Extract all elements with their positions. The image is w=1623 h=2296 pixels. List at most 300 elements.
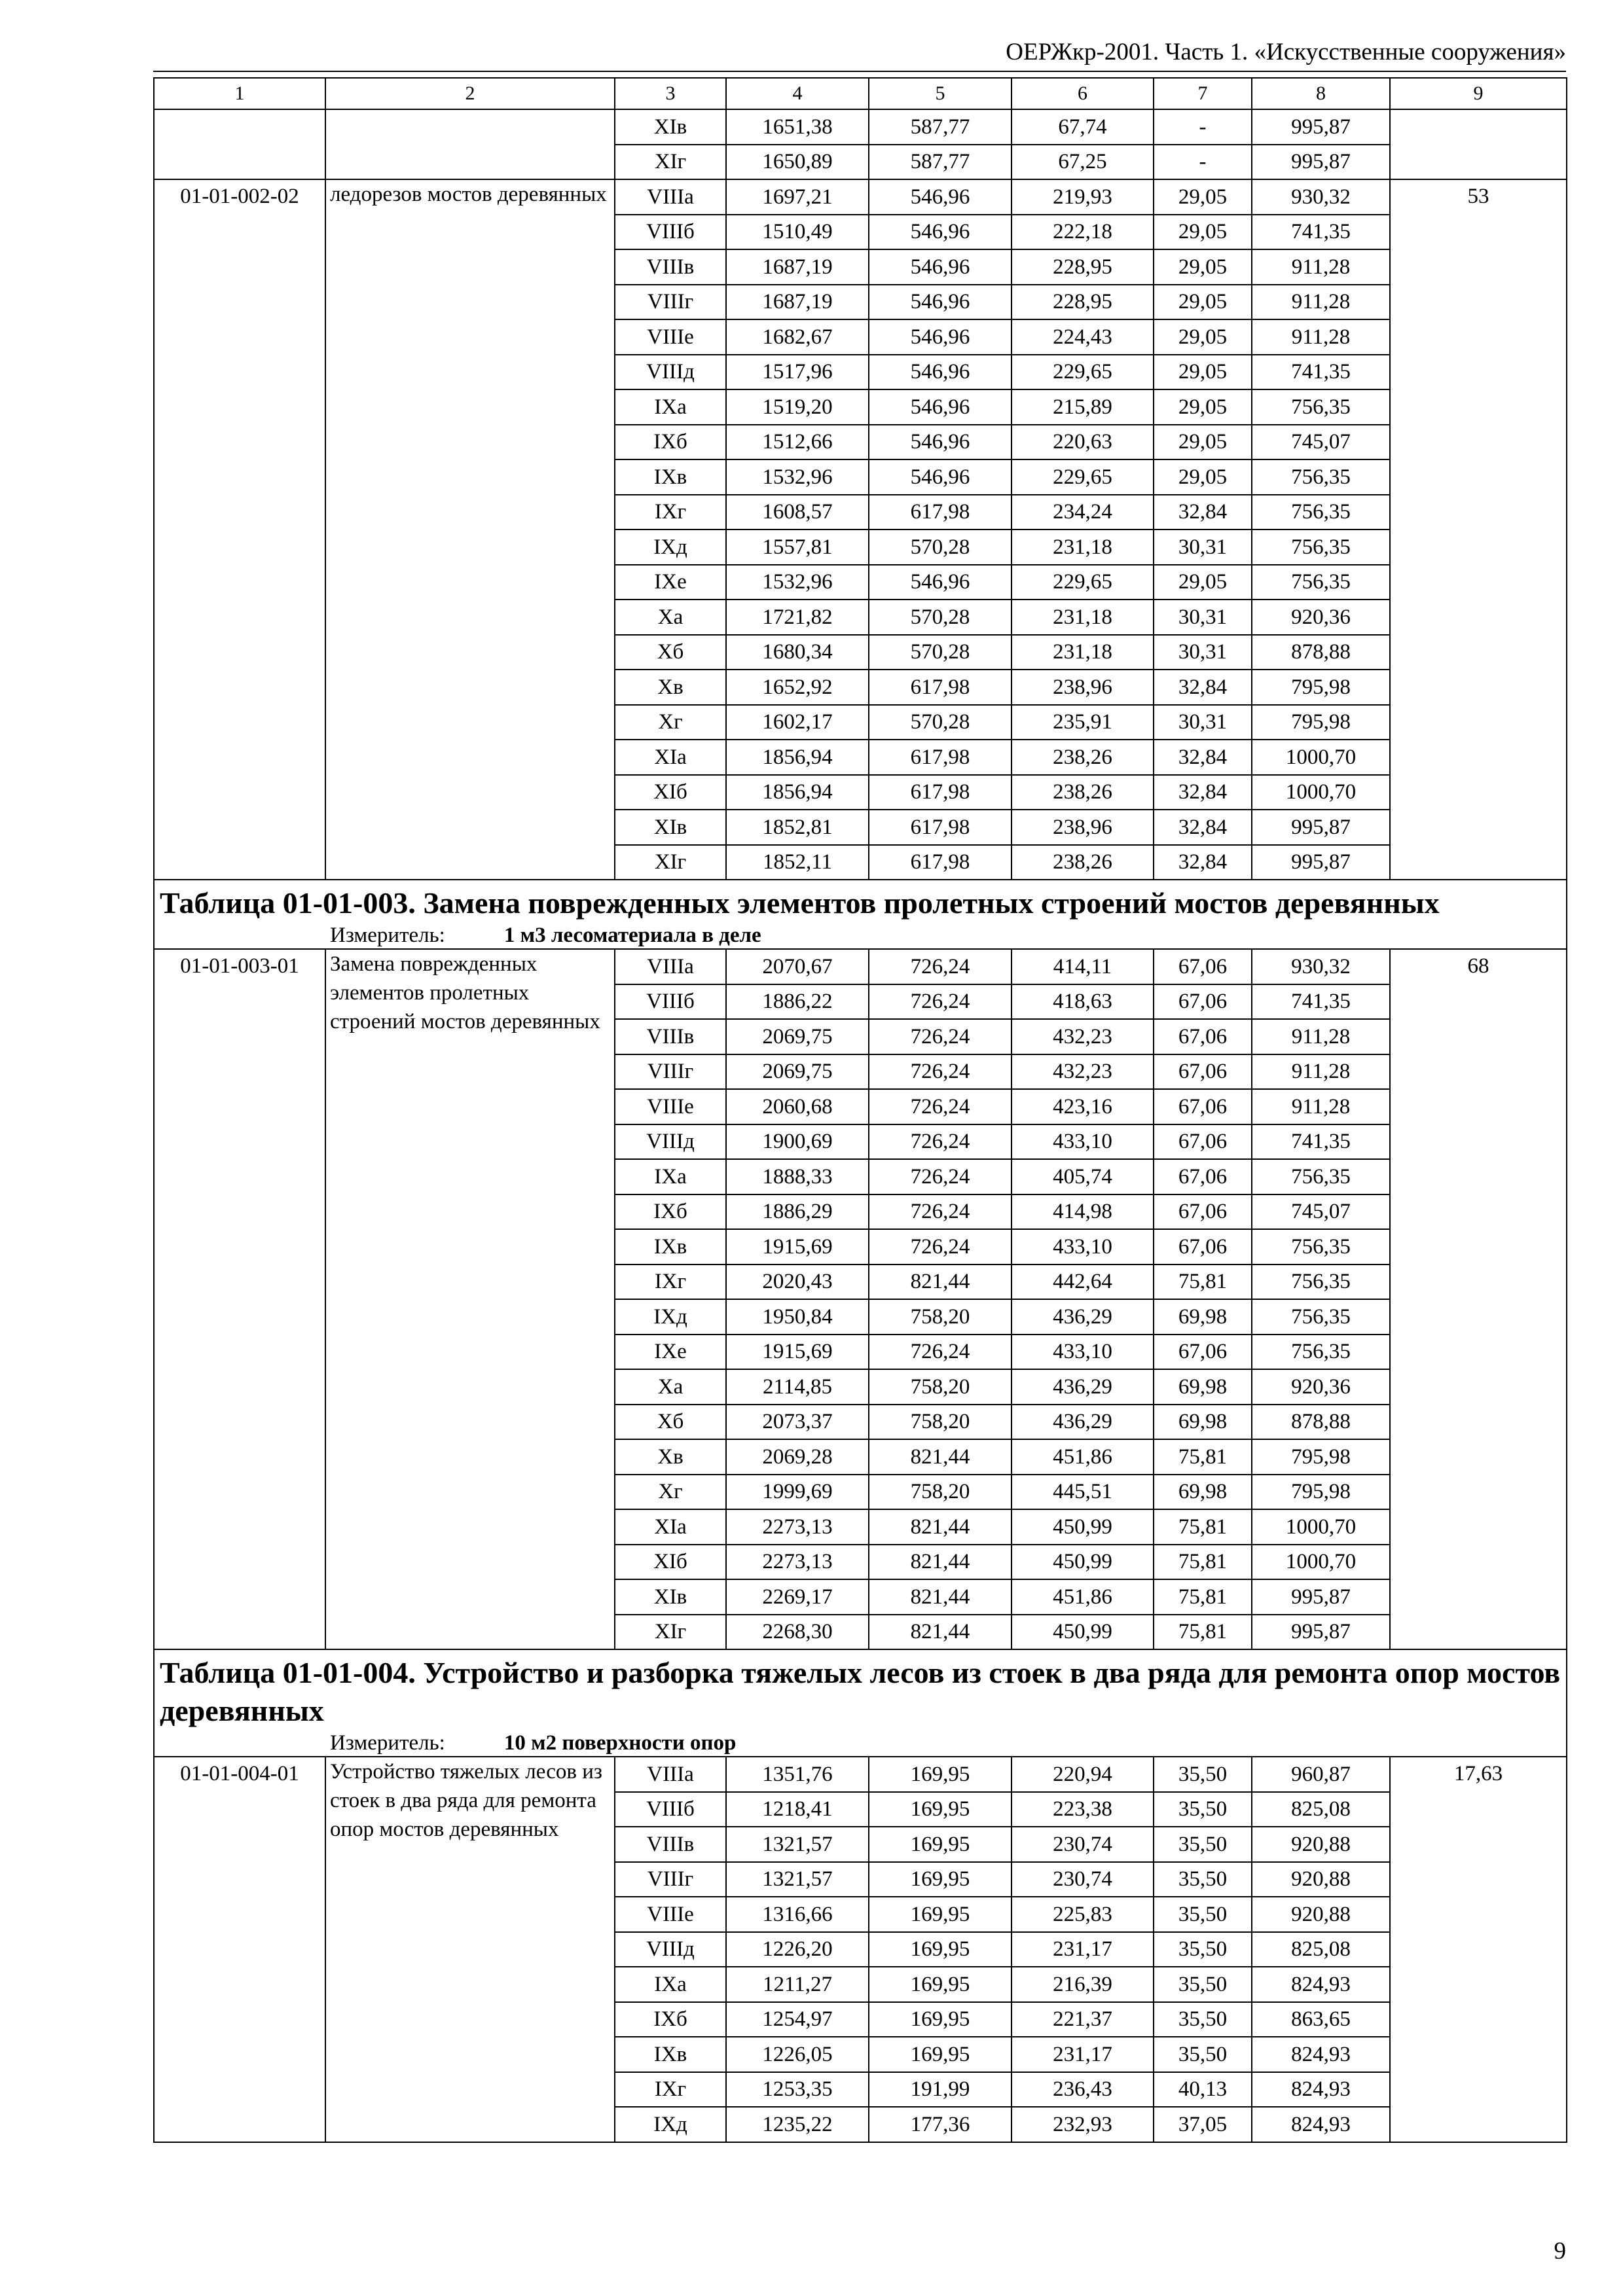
wages-cell: 821,44 xyxy=(869,1579,1012,1615)
machine-costs-cell: 423,16 xyxy=(1012,1089,1154,1124)
machinist-wages-cell: 67,06 xyxy=(1154,984,1252,1020)
direct-costs-cell: 1510,49 xyxy=(726,215,869,250)
materials-cell: 911,28 xyxy=(1252,1019,1390,1054)
direct-costs-cell: 1697,21 xyxy=(726,179,869,215)
zone-cell: IXе xyxy=(615,565,726,600)
wages-cell: 726,24 xyxy=(869,1229,1012,1265)
wages-cell: 546,96 xyxy=(869,425,1012,460)
direct-costs-cell: 1351,76 xyxy=(726,1757,869,1792)
wages-cell: 617,98 xyxy=(869,740,1012,775)
direct-costs-cell: 1218,41 xyxy=(726,1792,869,1827)
machinist-wages-cell: 35,50 xyxy=(1154,1897,1252,1932)
table-title-row xyxy=(154,1649,1567,1757)
machine-costs-cell: 234,24 xyxy=(1012,495,1154,530)
wages-cell: 169,95 xyxy=(869,2037,1012,2072)
zone-cell: IXб xyxy=(615,1194,726,1230)
machine-costs-cell: 436,29 xyxy=(1012,1369,1154,1405)
materials-cell: 756,35 xyxy=(1252,389,1390,425)
materials-cell: 1000,70 xyxy=(1252,775,1390,810)
materials-cell: 911,28 xyxy=(1252,285,1390,320)
machine-costs-cell: 224,43 xyxy=(1012,319,1154,355)
direct-costs-cell: 2268,30 xyxy=(726,1615,869,1650)
zone-cell: VIIIд xyxy=(615,1932,726,1967)
machinist-wages-cell: 35,50 xyxy=(1154,1827,1252,1862)
zone-cell: Xв xyxy=(615,670,726,705)
machine-costs-cell: 231,18 xyxy=(1012,635,1154,670)
column-number: 8 xyxy=(1252,78,1390,109)
zone-cell: XIв xyxy=(615,109,726,145)
materials-cell: 756,35 xyxy=(1252,1335,1390,1370)
item-code-cell xyxy=(154,109,325,179)
machinist-wages-cell: 35,50 xyxy=(1154,1757,1252,1792)
materials-cell: 863,65 xyxy=(1252,2002,1390,2037)
direct-costs-cell: 1886,29 xyxy=(726,1194,869,1230)
materials-cell: 920,88 xyxy=(1252,1827,1390,1862)
zone-cell: VIIIб xyxy=(615,984,726,1020)
zone-cell: VIIIа xyxy=(615,949,726,984)
table-body xyxy=(154,78,1567,2142)
zone-cell: VIIIг xyxy=(615,285,726,320)
zone-cell: Xб xyxy=(615,635,726,670)
machinist-wages-cell: 29,05 xyxy=(1154,389,1252,425)
materials-cell: 995,87 xyxy=(1252,810,1390,845)
machinist-wages-cell: 67,06 xyxy=(1154,1124,1252,1160)
machinist-wages-cell: - xyxy=(1154,109,1252,145)
machinist-wages-cell: 32,84 xyxy=(1154,810,1252,845)
materials-cell: 756,35 xyxy=(1252,459,1390,495)
wages-cell: 617,98 xyxy=(869,810,1012,845)
direct-costs-cell: 1226,20 xyxy=(726,1932,869,1967)
materials-cell: 756,35 xyxy=(1252,565,1390,600)
machinist-wages-cell: 67,06 xyxy=(1154,1335,1252,1370)
materials-cell: 825,08 xyxy=(1252,1932,1390,1967)
zone-cell: Xа xyxy=(615,600,726,635)
item-name-cell xyxy=(325,109,615,179)
materials-cell: 741,35 xyxy=(1252,215,1390,250)
direct-costs-cell: 1519,20 xyxy=(726,389,869,425)
item-code-cell: 01-01-003-01 xyxy=(154,949,325,1649)
machine-costs-cell: 432,23 xyxy=(1012,1054,1154,1090)
machine-costs-cell: 228,95 xyxy=(1012,249,1154,285)
machinist-wages-cell: 35,50 xyxy=(1154,1932,1252,1967)
direct-costs-cell: 1608,57 xyxy=(726,495,869,530)
direct-costs-cell: 2069,75 xyxy=(726,1054,869,1090)
wages-cell: 726,24 xyxy=(869,1194,1012,1230)
wages-cell: 726,24 xyxy=(869,1089,1012,1124)
wages-cell: 758,20 xyxy=(869,1475,1012,1510)
materials-cell: 920,88 xyxy=(1252,1897,1390,1932)
direct-costs-cell: 2069,28 xyxy=(726,1439,869,1475)
machine-costs-cell: 228,95 xyxy=(1012,285,1154,320)
zone-cell: Xа xyxy=(615,1369,726,1405)
machinist-wages-cell: 35,50 xyxy=(1154,1792,1252,1827)
machine-costs-cell: 414,98 xyxy=(1012,1194,1154,1230)
zone-cell: IXе xyxy=(615,1335,726,1370)
materials-cell: 795,98 xyxy=(1252,705,1390,740)
machinist-wages-cell: 29,05 xyxy=(1154,215,1252,250)
wages-cell: 726,24 xyxy=(869,1124,1012,1160)
machine-costs-cell: 231,17 xyxy=(1012,2037,1154,2072)
wages-cell: 587,77 xyxy=(869,109,1012,145)
price-table xyxy=(153,77,1567,2143)
machine-costs-cell: 229,65 xyxy=(1012,355,1154,390)
item-name-cell: ледорезов мостов деревянных xyxy=(325,179,615,880)
machine-costs-cell: 225,83 xyxy=(1012,1897,1154,1932)
direct-costs-cell: 2069,75 xyxy=(726,1019,869,1054)
column-number: 3 xyxy=(615,78,726,109)
direct-costs-cell: 1512,66 xyxy=(726,425,869,460)
materials-cell: 795,98 xyxy=(1252,1475,1390,1510)
materials-cell: 930,32 xyxy=(1252,179,1390,215)
machinist-wages-cell: 35,50 xyxy=(1154,2037,1252,2072)
meter-line xyxy=(160,922,1561,948)
materials-cell: 825,08 xyxy=(1252,1792,1390,1827)
materials-cell: 1000,70 xyxy=(1252,1509,1390,1545)
wages-cell: 758,20 xyxy=(869,1299,1012,1335)
direct-costs-cell: 1721,82 xyxy=(726,600,869,635)
machine-costs-cell: 433,10 xyxy=(1012,1124,1154,1160)
wages-cell: 546,96 xyxy=(869,285,1012,320)
machine-costs-cell: 232,93 xyxy=(1012,2107,1154,2142)
machine-costs-cell: 405,74 xyxy=(1012,1159,1154,1194)
machinist-wages-cell: 29,05 xyxy=(1154,285,1252,320)
direct-costs-cell: 1915,69 xyxy=(726,1229,869,1265)
wages-cell: 726,24 xyxy=(869,1335,1012,1370)
zone-cell: IXв xyxy=(615,2037,726,2072)
zone-cell: XIв xyxy=(615,1579,726,1615)
machine-costs-cell: 222,18 xyxy=(1012,215,1154,250)
zone-cell: VIIIд xyxy=(615,1124,726,1160)
wages-cell: 546,96 xyxy=(869,459,1012,495)
wages-cell: 546,96 xyxy=(869,319,1012,355)
column-number: 9 xyxy=(1390,78,1567,109)
machine-costs-cell: 231,17 xyxy=(1012,1932,1154,1967)
zone-cell: VIIIб xyxy=(615,215,726,250)
materials-cell: 795,98 xyxy=(1252,1439,1390,1475)
machine-costs-cell: 433,10 xyxy=(1012,1229,1154,1265)
wages-cell: 617,98 xyxy=(869,775,1012,810)
direct-costs-cell: 2020,43 xyxy=(726,1265,869,1300)
table-row xyxy=(154,1757,1567,1792)
zone-cell: IXг xyxy=(615,495,726,530)
zone-cell: VIIIе xyxy=(615,319,726,355)
direct-costs-cell: 2073,37 xyxy=(726,1405,869,1440)
table-row xyxy=(154,949,1567,984)
direct-costs-cell: 1316,66 xyxy=(726,1897,869,1932)
zone-cell: VIIIа xyxy=(615,179,726,215)
zone-cell: VIIIв xyxy=(615,1019,726,1054)
machine-costs-cell: 231,18 xyxy=(1012,529,1154,565)
machinist-wages-cell: 67,06 xyxy=(1154,1194,1252,1230)
materials-cell: 878,88 xyxy=(1252,1405,1390,1440)
machinist-wages-cell: 30,31 xyxy=(1154,705,1252,740)
machine-costs-cell: 238,96 xyxy=(1012,810,1154,845)
column-number: 5 xyxy=(869,78,1012,109)
wages-cell: 546,96 xyxy=(869,215,1012,250)
labor-cost-cell: 17,63 xyxy=(1390,1757,1567,2142)
page-number: 9 xyxy=(1554,2238,1566,2265)
materials-cell: 824,93 xyxy=(1252,2072,1390,2108)
materials-cell: 756,35 xyxy=(1252,1159,1390,1194)
zone-cell: IXб xyxy=(615,2002,726,2037)
wages-cell: 570,28 xyxy=(869,600,1012,635)
wages-cell: 821,44 xyxy=(869,1265,1012,1300)
materials-cell: 756,35 xyxy=(1252,1265,1390,1300)
materials-cell: 995,87 xyxy=(1252,109,1390,145)
zone-cell: VIIIв xyxy=(615,249,726,285)
direct-costs-cell: 1652,92 xyxy=(726,670,869,705)
table-row xyxy=(154,179,1567,215)
labor-cost-cell xyxy=(1390,109,1567,179)
machine-costs-cell: 238,96 xyxy=(1012,670,1154,705)
direct-costs-cell: 1680,34 xyxy=(726,635,869,670)
materials-cell: 920,88 xyxy=(1252,1862,1390,1897)
table-title: Таблица 01-01-004. Устройство и разборка тяжелых лесов из стоек в два ряда для ремонта опор мостов деревянных xyxy=(160,1656,1561,1727)
materials-cell: 741,35 xyxy=(1252,355,1390,390)
machinist-wages-cell: 75,81 xyxy=(1154,1509,1252,1545)
machinist-wages-cell: 35,50 xyxy=(1154,1862,1252,1897)
machinist-wages-cell: 67,06 xyxy=(1154,1089,1252,1124)
machine-costs-cell: 223,38 xyxy=(1012,1792,1154,1827)
machinist-wages-cell: 69,98 xyxy=(1154,1405,1252,1440)
machinist-wages-cell: 69,98 xyxy=(1154,1369,1252,1405)
machinist-wages-cell: 35,50 xyxy=(1154,2002,1252,2037)
materials-cell: 930,32 xyxy=(1252,949,1390,984)
wages-cell: 617,98 xyxy=(869,670,1012,705)
zone-cell: VIIIе xyxy=(615,1897,726,1932)
wages-cell: 821,44 xyxy=(869,1545,1012,1580)
wages-cell: 169,95 xyxy=(869,1897,1012,1932)
meter-line xyxy=(160,1730,1561,1756)
direct-costs-cell: 1999,69 xyxy=(726,1475,869,1510)
column-number: 4 xyxy=(726,78,869,109)
machinist-wages-cell: 30,31 xyxy=(1154,635,1252,670)
zone-cell: IXд xyxy=(615,2107,726,2142)
item-code-cell: 01-01-004-01 xyxy=(154,1757,325,2142)
machine-costs-cell: 450,99 xyxy=(1012,1509,1154,1545)
zone-cell: Xв xyxy=(615,1439,726,1475)
labor-cost-cell: 68 xyxy=(1390,949,1567,1649)
machine-costs-cell: 418,63 xyxy=(1012,984,1154,1020)
machinist-wages-cell: - xyxy=(1154,145,1252,180)
item-name-cell: Устройство тяжелых лесов из стоек в два ряда для ремонта опор мостов деревянных xyxy=(325,1757,615,2142)
running-header: ОЕРЖкр-2001. Часть 1. «Искусственные сооружения» xyxy=(1006,39,1566,65)
machinist-wages-cell: 40,13 xyxy=(1154,2072,1252,2108)
machine-costs-cell: 432,23 xyxy=(1012,1019,1154,1054)
wages-cell: 169,95 xyxy=(869,2002,1012,2037)
direct-costs-cell: 1852,11 xyxy=(726,845,869,880)
wages-cell: 726,24 xyxy=(869,1159,1012,1194)
machine-costs-cell: 221,37 xyxy=(1012,2002,1154,2037)
zone-cell: Xб xyxy=(615,1405,726,1440)
zone-cell: IXд xyxy=(615,1299,726,1335)
machinist-wages-cell: 35,50 xyxy=(1154,1967,1252,2002)
zone-cell: IXа xyxy=(615,1159,726,1194)
zone-cell: VIIIб xyxy=(615,1792,726,1827)
direct-costs-cell: 1321,57 xyxy=(726,1862,869,1897)
machine-costs-cell: 229,65 xyxy=(1012,459,1154,495)
wages-cell: 726,24 xyxy=(869,949,1012,984)
zone-cell: XIб xyxy=(615,775,726,810)
zone-cell: XIв xyxy=(615,810,726,845)
zone-cell: IXв xyxy=(615,1229,726,1265)
wages-cell: 726,24 xyxy=(869,984,1012,1020)
materials-cell: 878,88 xyxy=(1252,635,1390,670)
zone-cell: VIIIг xyxy=(615,1862,726,1897)
machinist-wages-cell: 32,84 xyxy=(1154,775,1252,810)
zone-cell: XIг xyxy=(615,1615,726,1650)
wages-cell: 169,95 xyxy=(869,1967,1012,2002)
direct-costs-cell: 1856,94 xyxy=(726,775,869,810)
machine-costs-cell: 67,74 xyxy=(1012,109,1154,145)
header-rule xyxy=(153,71,1566,72)
direct-costs-cell: 1226,05 xyxy=(726,2037,869,2072)
direct-costs-cell: 1517,96 xyxy=(726,355,869,390)
machinist-wages-cell: 29,05 xyxy=(1154,355,1252,390)
wages-cell: 169,95 xyxy=(869,1862,1012,1897)
machine-costs-cell: 229,65 xyxy=(1012,565,1154,600)
direct-costs-cell: 1856,94 xyxy=(726,740,869,775)
machine-costs-cell: 436,29 xyxy=(1012,1405,1154,1440)
machinist-wages-cell: 67,06 xyxy=(1154,1229,1252,1265)
wages-cell: 587,77 xyxy=(869,145,1012,180)
meter-unit: 1 м3 лесоматериала в деле xyxy=(503,924,761,947)
machine-costs-cell: 238,26 xyxy=(1012,740,1154,775)
machinist-wages-cell: 75,81 xyxy=(1154,1439,1252,1475)
machinist-wages-cell: 67,06 xyxy=(1154,949,1252,984)
zone-cell: VIIIе xyxy=(615,1089,726,1124)
machine-costs-cell: 238,26 xyxy=(1012,775,1154,810)
wages-cell: 821,44 xyxy=(869,1509,1012,1545)
machine-costs-cell: 236,43 xyxy=(1012,2072,1154,2108)
machinist-wages-cell: 67,06 xyxy=(1154,1019,1252,1054)
wages-cell: 177,36 xyxy=(869,2107,1012,2142)
zone-cell: Xг xyxy=(615,705,726,740)
materials-cell: 911,28 xyxy=(1252,1054,1390,1090)
wages-cell: 191,99 xyxy=(869,2072,1012,2108)
direct-costs-cell: 1687,19 xyxy=(726,249,869,285)
zone-cell: IXа xyxy=(615,389,726,425)
machine-costs-cell: 433,10 xyxy=(1012,1335,1154,1370)
machine-costs-cell: 450,99 xyxy=(1012,1545,1154,1580)
machinist-wages-cell: 32,84 xyxy=(1154,670,1252,705)
zone-cell: IXв xyxy=(615,459,726,495)
machine-costs-cell: 451,86 xyxy=(1012,1439,1154,1475)
materials-cell: 824,93 xyxy=(1252,2107,1390,2142)
machinist-wages-cell: 29,05 xyxy=(1154,459,1252,495)
column-number-row xyxy=(154,78,1567,109)
zone-cell: IXд xyxy=(615,529,726,565)
direct-costs-cell: 1602,17 xyxy=(726,705,869,740)
direct-costs-cell: 1650,89 xyxy=(726,145,869,180)
zone-cell: XIа xyxy=(615,740,726,775)
materials-cell: 795,98 xyxy=(1252,670,1390,705)
meter-unit: 10 м2 поверхности опор xyxy=(503,1731,737,1755)
zone-cell: IXб xyxy=(615,425,726,460)
materials-cell: 824,93 xyxy=(1252,2037,1390,2072)
direct-costs-cell: 1682,67 xyxy=(726,319,869,355)
wages-cell: 570,28 xyxy=(869,705,1012,740)
zone-cell: Xг xyxy=(615,1475,726,1510)
machine-costs-cell: 414,11 xyxy=(1012,949,1154,984)
materials-cell: 920,36 xyxy=(1252,600,1390,635)
item-name-cell: Замена поврежденных элементов пролетных строений мостов деревянных xyxy=(325,949,615,1649)
materials-cell: 756,35 xyxy=(1252,1229,1390,1265)
wages-cell: 821,44 xyxy=(869,1439,1012,1475)
materials-cell: 911,28 xyxy=(1252,1089,1390,1124)
materials-cell: 920,36 xyxy=(1252,1369,1390,1405)
machine-costs-cell: 67,25 xyxy=(1012,145,1154,180)
direct-costs-cell: 1687,19 xyxy=(726,285,869,320)
machinist-wages-cell: 29,05 xyxy=(1154,319,1252,355)
zone-cell: XIа xyxy=(615,1509,726,1545)
materials-cell: 911,28 xyxy=(1252,249,1390,285)
direct-costs-cell: 1254,97 xyxy=(726,2002,869,2037)
direct-costs-cell: 1888,33 xyxy=(726,1159,869,1194)
wages-cell: 758,20 xyxy=(869,1405,1012,1440)
wages-cell: 617,98 xyxy=(869,495,1012,530)
direct-costs-cell: 1211,27 xyxy=(726,1967,869,2002)
machine-costs-cell: 220,63 xyxy=(1012,425,1154,460)
machine-costs-cell: 238,26 xyxy=(1012,845,1154,880)
direct-costs-cell: 1852,81 xyxy=(726,810,869,845)
machine-costs-cell: 436,29 xyxy=(1012,1299,1154,1335)
direct-costs-cell: 1321,57 xyxy=(726,1827,869,1862)
zone-cell: XIг xyxy=(615,145,726,180)
materials-cell: 824,93 xyxy=(1252,1967,1390,2002)
materials-cell: 1000,70 xyxy=(1252,740,1390,775)
wages-cell: 617,98 xyxy=(869,845,1012,880)
zone-cell: VIIIд xyxy=(615,355,726,390)
wages-cell: 546,96 xyxy=(869,179,1012,215)
machinist-wages-cell: 29,05 xyxy=(1154,425,1252,460)
wages-cell: 546,96 xyxy=(869,355,1012,390)
direct-costs-cell: 2114,85 xyxy=(726,1369,869,1405)
wages-cell: 726,24 xyxy=(869,1054,1012,1090)
machinist-wages-cell: 32,84 xyxy=(1154,495,1252,530)
wages-cell: 758,20 xyxy=(869,1369,1012,1405)
wages-cell: 726,24 xyxy=(869,1019,1012,1054)
direct-costs-cell: 1557,81 xyxy=(726,529,869,565)
materials-cell: 995,87 xyxy=(1252,1615,1390,1650)
machinist-wages-cell: 30,31 xyxy=(1154,600,1252,635)
materials-cell: 911,28 xyxy=(1252,319,1390,355)
machinist-wages-cell: 29,05 xyxy=(1154,565,1252,600)
direct-costs-cell: 1532,96 xyxy=(726,565,869,600)
materials-cell: 995,87 xyxy=(1252,1579,1390,1615)
labor-cost-cell: 53 xyxy=(1390,179,1567,880)
table-title: Таблица 01-01-003. Замена поврежденных элементов пролетных строений мостов деревянных xyxy=(160,886,1440,920)
direct-costs-cell: 2273,13 xyxy=(726,1509,869,1545)
machinist-wages-cell: 69,98 xyxy=(1154,1475,1252,1510)
column-number: 7 xyxy=(1154,78,1252,109)
item-code-cell: 01-01-002-02 xyxy=(154,179,325,880)
column-number: 2 xyxy=(325,78,615,109)
machinist-wages-cell: 30,31 xyxy=(1154,529,1252,565)
machinist-wages-cell: 75,81 xyxy=(1154,1579,1252,1615)
machinist-wages-cell: 75,81 xyxy=(1154,1545,1252,1580)
column-number: 1 xyxy=(154,78,325,109)
machinist-wages-cell: 69,98 xyxy=(1154,1299,1252,1335)
direct-costs-cell: 1950,84 xyxy=(726,1299,869,1335)
direct-costs-cell: 1900,69 xyxy=(726,1124,869,1160)
materials-cell: 995,87 xyxy=(1252,845,1390,880)
materials-cell: 1000,70 xyxy=(1252,1545,1390,1580)
machinist-wages-cell: 32,84 xyxy=(1154,845,1252,880)
machine-costs-cell: 215,89 xyxy=(1012,389,1154,425)
machinist-wages-cell: 29,05 xyxy=(1154,249,1252,285)
wages-cell: 169,95 xyxy=(869,1792,1012,1827)
